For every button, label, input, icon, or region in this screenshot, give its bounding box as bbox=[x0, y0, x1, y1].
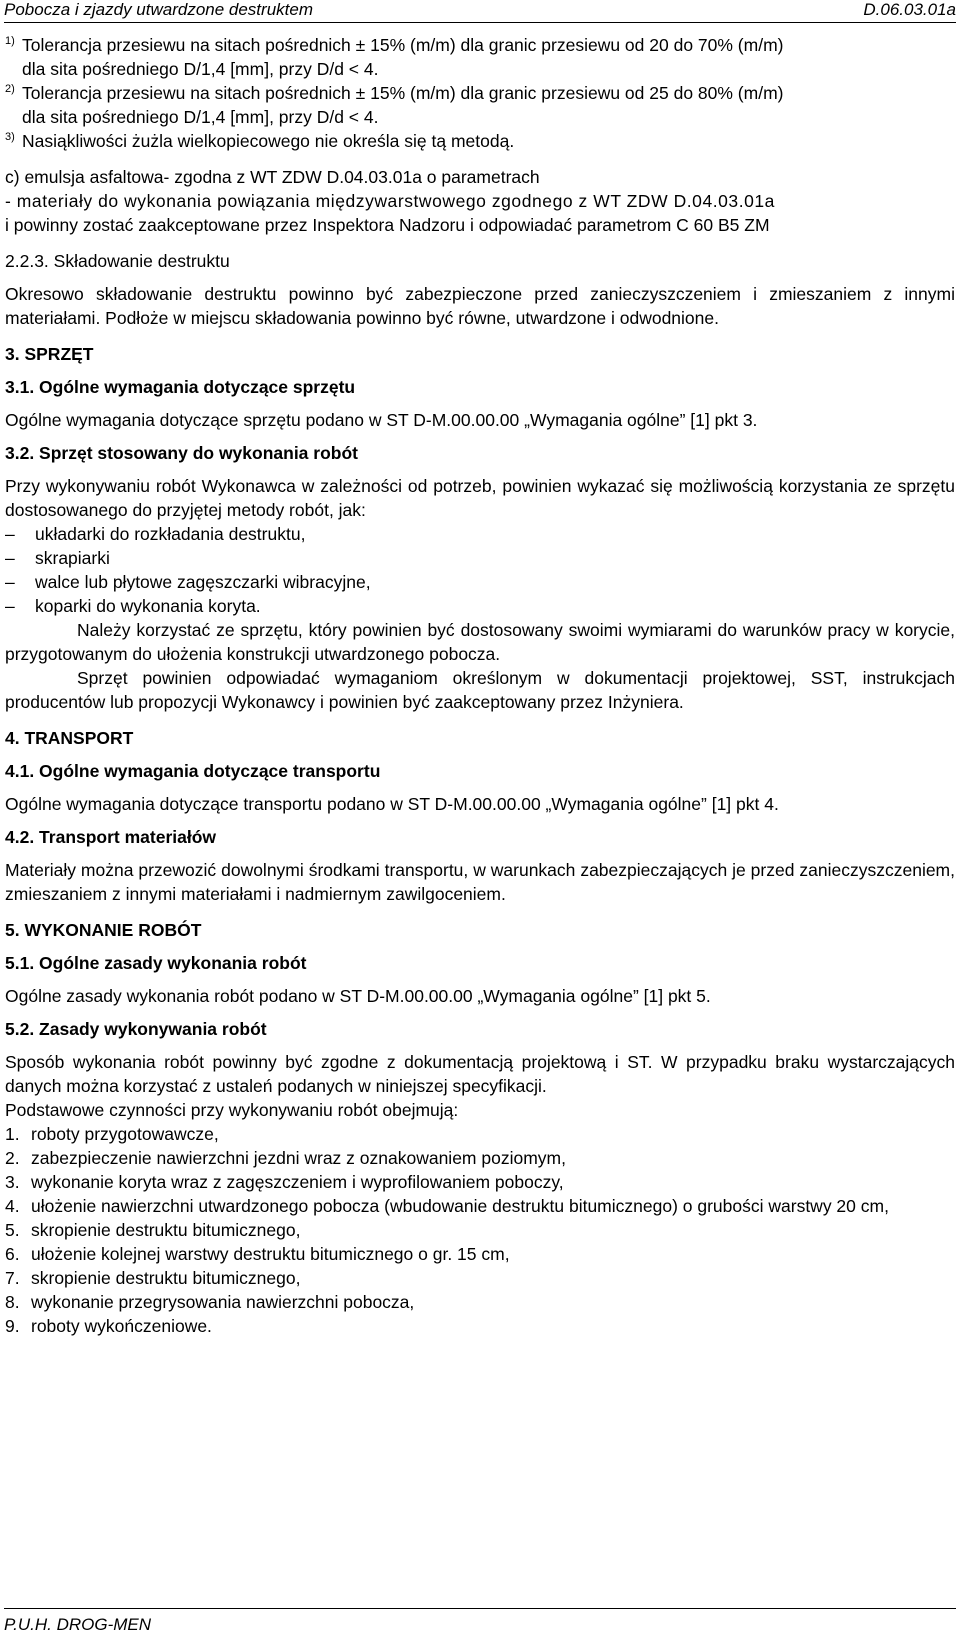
footnote-ref: 2) bbox=[5, 83, 15, 95]
list-item-text: roboty przygotowawcze, bbox=[31, 1124, 219, 1144]
list-number: 6. bbox=[5, 1244, 20, 1264]
section-heading-3-1: 3.1. Ogólne wymagania dotyczące sprzętu bbox=[5, 377, 356, 397]
work-steps-list bbox=[5, 1122, 955, 1338]
list-item bbox=[5, 1170, 955, 1194]
list-item-text: ułożenie kolejnej warstwy destruktu bitumicznego o gr. 15 cm, bbox=[31, 1244, 510, 1264]
footnote bbox=[5, 81, 955, 129]
paragraph: Ogólne wymagania dotyczące sprzętu podano w ST D-M.00.00.00 „Wymagania ogólne” [1] pkt 3. bbox=[5, 410, 758, 430]
dash-bullet: – bbox=[5, 548, 15, 568]
list-item-text: ułożenie nawierzchni utwardzonego pobocza (wbudowanie destruktu bitumicznego) o grubości warstwy 20 cm, bbox=[31, 1196, 889, 1216]
paragraph: Przy wykonywaniu robót Wykonawca w zależności od potrzeb, powinien wykazać się możliwością korzystania ze sprzętu dostosowanego do przyjętej metody robót, jak: bbox=[5, 476, 955, 520]
section-heading-4-2: 4.2. Transport materiałów bbox=[5, 827, 217, 847]
paragraph: Okresowo składowanie destruktu powinno być zabezpieczone przed zanieczyszczeniem i zmieszaniem z innymi materiałami. Podłoże w miejscu składowania powinno być równe, utwardzone i odwodnione. bbox=[5, 284, 955, 328]
footnote-line: Nasiąkliwości żużla wielkopiecowego nie określa się tą metodą. bbox=[22, 131, 515, 151]
footnote-line: Tolerancja przesiewu na sitach pośrednich ± 15% (m/m) dla granic przesiewu od 25 do 80% (m/m) bbox=[22, 83, 784, 103]
list-number: 8. bbox=[5, 1292, 20, 1312]
dash-bullet: – bbox=[5, 596, 15, 616]
list-number: 7. bbox=[5, 1268, 20, 1288]
paragraph: Sposób wykonania robót powinny być zgodne z dokumentacją projektową i ST. W przypadku braku wystarczających danych można korzystać z ustaleń podanych w niniejszej specyfikacji. bbox=[5, 1052, 955, 1096]
document-body bbox=[5, 33, 955, 1338]
list-item bbox=[5, 594, 955, 618]
list-item bbox=[5, 1242, 955, 1266]
section-heading-4-1: 4.1. Ogólne wymagania dotyczące transportu bbox=[5, 761, 381, 781]
list-item bbox=[5, 546, 955, 570]
list-item-text: wykonanie koryta wraz z zagęszczeniem i wyprofilowaniem poboczy, bbox=[31, 1172, 564, 1192]
footnote-line: dla sita pośredniego D/1,4 [mm], przy D/d < 4. bbox=[22, 107, 379, 127]
list-item-text: walce lub płytowe zagęszczarki wibracyjne, bbox=[35, 572, 371, 592]
list-item bbox=[5, 1218, 955, 1242]
dash-bullet: – bbox=[5, 524, 15, 544]
list-item bbox=[5, 1122, 955, 1146]
list-item-text: koparki do wykonania koryta. bbox=[35, 596, 261, 616]
section-heading-3: 3. SPRZĘT bbox=[5, 344, 94, 364]
header-code: D.06.03.01a bbox=[863, 0, 956, 19]
list-number: 5. bbox=[5, 1220, 20, 1240]
list-number: 4. bbox=[5, 1196, 20, 1216]
list-item-text: wykonanie przegrysowania nawierzchni pobocza, bbox=[31, 1292, 415, 1312]
emulsja-line: c) emulsja asfaltowa- zgodna z WT ZDW D.04.03.01a o parametrach bbox=[5, 167, 540, 187]
footnote bbox=[5, 129, 955, 153]
section-heading-5-2: 5.2. Zasady wykonywania robót bbox=[5, 1019, 267, 1039]
list-item bbox=[5, 1266, 955, 1290]
list-item-text: zabezpieczenie nawierzchni jezdni wraz z oznakowaniem poziomym, bbox=[31, 1148, 566, 1168]
paragraph: Ogólne zasady wykonania robót podano w ST D-M.00.00.00 „Wymagania ogólne” [1] pkt 5. bbox=[5, 986, 711, 1006]
list-item bbox=[5, 570, 955, 594]
list-item bbox=[5, 1314, 955, 1338]
paragraph: Podstawowe czynności przy wykonywaniu robót obejmują: bbox=[5, 1100, 459, 1120]
list-number: 9. bbox=[5, 1316, 20, 1336]
list-item-text: skropienie destruktu bitumicznego, bbox=[31, 1268, 301, 1288]
section-heading-4: 4. TRANSPORT bbox=[5, 728, 134, 748]
list-item-text: roboty wykończeniowe. bbox=[31, 1316, 212, 1336]
dash-bullet: – bbox=[5, 572, 15, 592]
equipment-list bbox=[5, 522, 955, 618]
header-title: Pobocza i zjazdy utwardzone destruktem bbox=[4, 0, 313, 19]
footnote-ref: 1) bbox=[5, 35, 15, 47]
list-item-text: skrapiarki bbox=[35, 548, 110, 568]
footnote-line: dla sita pośredniego D/1,4 [mm], przy D/d < 4. bbox=[22, 59, 379, 79]
paragraph: Należy korzystać ze sprzętu, który powinien być dostosowany swoimi wymiarami do warunków pracy w korycie, przygotowanym do ułożenia konstrukcji utwardzonego pobocza. bbox=[5, 620, 955, 664]
page-footer bbox=[4, 1608, 956, 1643]
section-heading-2-2-3: 2.2.3. Składowanie destruktu bbox=[5, 251, 230, 271]
list-item-text: układarki do rozkładania destruktu, bbox=[35, 524, 306, 544]
list-number: 2. bbox=[5, 1148, 20, 1168]
paragraph: Sprzęt powinien odpowiadać wymaganiom określonym w dokumentacji projektowej, SST, instrukcjach producentów lub propozycji Wykonawcy i powinien być zaakceptowany przez Inżyniera. bbox=[5, 668, 955, 712]
section-heading-5-1: 5.1. Ogólne zasady wykonania robót bbox=[5, 953, 307, 973]
list-number: 3. bbox=[5, 1172, 20, 1192]
footnote bbox=[5, 33, 955, 81]
section-heading-5: 5. WYKONANIE ROBÓT bbox=[5, 920, 202, 940]
section-heading-3-2: 3.2. Sprzęt stosowany do wykonania robót bbox=[5, 443, 358, 463]
list-item bbox=[5, 522, 955, 546]
footer-company: P.U.H. DROG-MEN bbox=[4, 1615, 152, 1634]
list-item-text: skropienie destruktu bitumicznego, bbox=[31, 1220, 301, 1240]
list-number: 1. bbox=[5, 1124, 20, 1144]
footnote-ref: 3) bbox=[5, 131, 15, 143]
list-item bbox=[5, 1194, 955, 1218]
list-item bbox=[5, 1290, 955, 1314]
footnote-line: Tolerancja przesiewu na sitach pośrednich ± 15% (m/m) dla granic przesiewu od 20 do 70% (m/m) bbox=[22, 35, 784, 55]
paragraph: Materiały można przewozić dowolnymi środkami transportu, w warunkach zabezpieczających je przed zanieczyszczeniem, zmieszaniem z innymi materiałami i nadmiernym zawilgoceniem. bbox=[5, 860, 955, 904]
emulsja-line: i powinny zostać zaakceptowane przez Inspektora Nadzoru i odpowiadać parametrom C 60 B5 ZM bbox=[5, 215, 770, 235]
emulsja-line: - materiały do wykonania powiązania międzywarstwowego zgodnego z WT ZDW D.04.03.01a bbox=[5, 191, 775, 211]
page-header bbox=[4, 0, 956, 23]
paragraph: Ogólne wymagania dotyczące transportu podano w ST D-M.00.00.00 „Wymagania ogólne” [1] pkt 4. bbox=[5, 794, 779, 814]
list-item bbox=[5, 1146, 955, 1170]
